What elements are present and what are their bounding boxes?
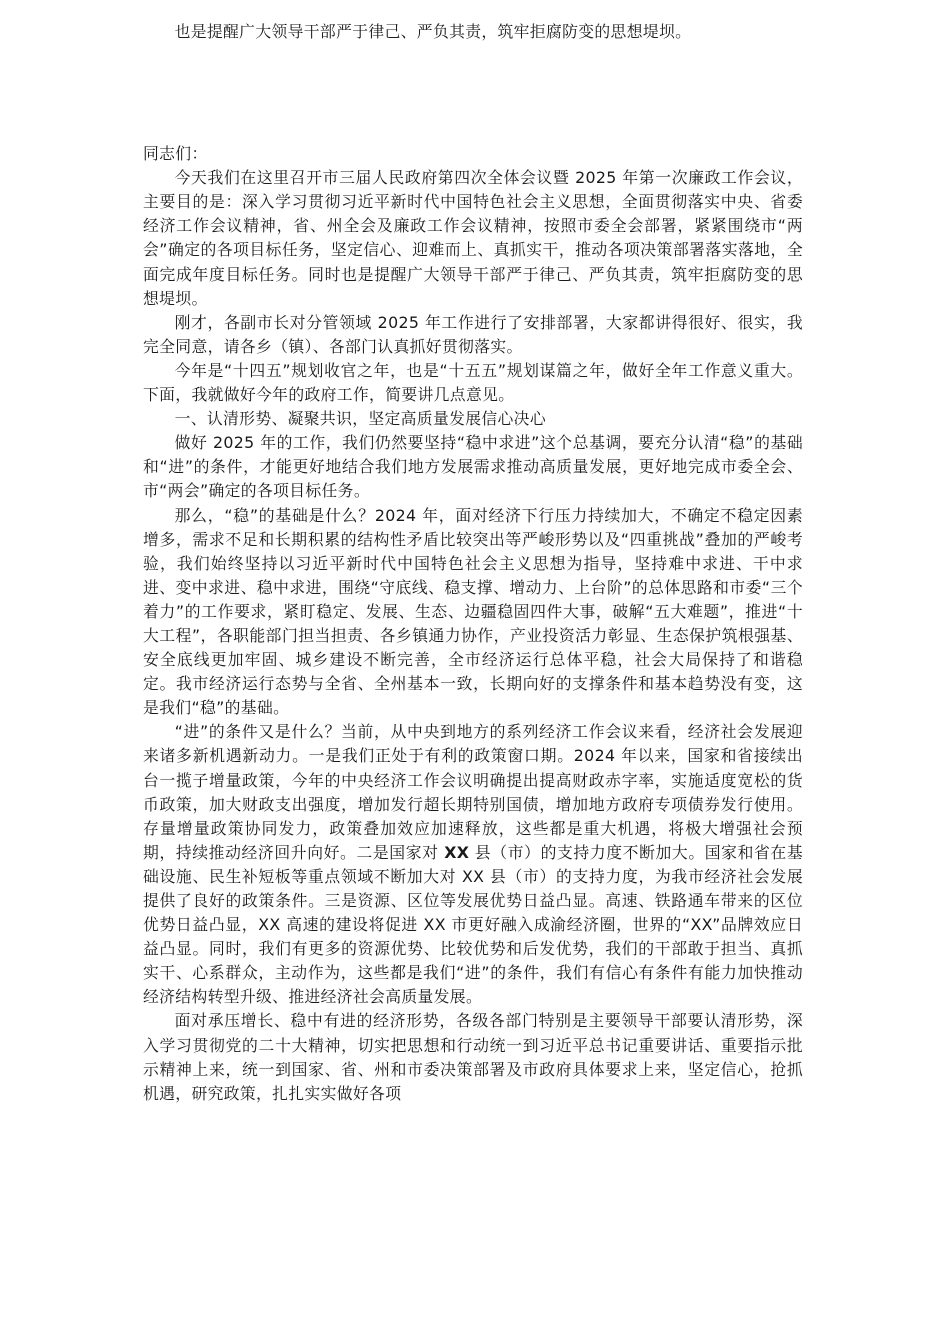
paragraph-closing: 面对承压增长、稳中有进的经济形势，各级各部门特别是主要领导干部要认清形势，深入学习贯彻党的二十大精神，切实把思想和行动统一到习近平总书记重要讲话、重要指示批示精神上来，统一到国家、省、州和市委决策部署及市政府具体要求上来，坚定信心，抢抓机遇，研究政策，扎扎实实做好各项 bbox=[143, 1011, 803, 1103]
salutation: 同志们： bbox=[143, 144, 208, 164]
bold-county-name: XX bbox=[444, 842, 470, 862]
progress-text-part1: “进”的条件又是什么？当前，从中央到地方的系列经济工作会议来看，经济社会发展迎来诸多新机遇新动力。一是我们正处于有利的政策窗口期。2024 年以来，国家和省接续出台一揽子增量政策，今年的中央经济工作会议明确提出提高财政赤字率，实施适度宽松的货币政策，加大财政支出强度，增加发行超长期特别国债，增加地方政府专项债券发行使用。存量增量政策协同发力，政策叠加效应加速释放，这些都是重大机遇，将极大增强社会预期，持续推动经济回升向好。二是国家对 bbox=[143, 722, 803, 862]
paragraph-steady-progress: 做好 2025 年的工作，我们仍然要坚持“稳中求进”这个总基调，要充分认清“稳”的基础和“进”的条件，才能更好地结合我们地方发展需求推动高质量发展，更好地完成市委全会、市“两会”确定的各项目标任务。 bbox=[143, 433, 803, 501]
speech-text bbox=[143, 20, 803, 1106]
paragraph-deputy-mayors: 刚才，各副市长对分管领域 2025 年工作进行了安排部署，大家都讲得很好、很实，我完全同意，请各乡（镇）、各部门认真抓好贯彻落实。 bbox=[143, 312, 803, 356]
paragraph-progress-conditions bbox=[143, 720, 803, 1009]
paragraph-five-year-plan: 今年是“十四五”规划收官之年，也是“十五五”规划谋篇之年，做好全年工作意义重大。下面，我就做好今年的政府工作，简要讲几点意见。 bbox=[143, 360, 803, 405]
paragraph-opening: 今天我们在这里召开市三届人民政府第四次全体会议暨 2025 年第一次廉政工作会议，主要目的是：深入学习贯彻习近平新时代中国特色社会主义思想，全面贯彻落实中央、省委经济工作会议精神，省、州全会及廉政工作会议精神，按照市委全会部署，紧紧围绕市“两会”确定的各项目标任务，坚定信心、迎难而上、真抓实干，推动各项决策部署落实落地，全面完成年度目标任务。同时也是提醒广大领导干部严于律己、严负其责，筑牢拒腐防变的思想堤坝。 bbox=[143, 168, 803, 308]
progress-text-part2: 县（市）的支持力度不断加大。国家和省在基础设施、民生补短板等重点领域不断加大对 XX 县（市）的支持力度，为我市经济社会发展提供了良好的政策条件。三是资源、区位等发展优势日益凸显。高速、铁路通车带来的区位优势日益凸显，XX 高速的建设将促进 XX 市更好融入成渝经济圈，世界的“XX”品牌效应日益凸显。同时，我们有更多的资源优势、比较优势和后发优势，我们的干部敢于担当、真抓实干、心系群众，主动作为，这些都是我们“进”的条件，我们有信心有条件有能力加快推动经济结构转型升级、推进经济社会高质量发展。 bbox=[143, 842, 804, 1007]
section-heading-one: 一、认清形势、凝聚共识，坚定高质量发展信心决心 bbox=[174, 409, 546, 429]
top-fragment: 也是提醒广大领导干部严于律己、严负其责，筑牢拒腐防变的思想堤坝。 bbox=[174, 22, 692, 41]
paragraph-stability-basis: 那么，“稳”的基础是什么？2024 年，面对经济下行压力持续加大，不确定不稳定因素增多，需求不足和长期积累的结构性矛盾比较突出等严峻形势以及“四重挑战”叠加的严峻考验，我们始终坚持以习近平新时代中国特色社会主义思想为指导，坚持难中求进、干中求进、变中求进、稳中求进，围绕“守底线、稳支撑、增动力、上台阶”的总体思路和市委“三个着力”的工作要求，紧盯稳定、发展、生态、边疆稳固四件大事，破解“五大难题”，推进“十大工程”，各职能部门担当担责、各乡镇通力协作，产业投资活力彰显、生态保护筑根强基、安全底线更加牢固、城乡建设不断完善，全市经济运行总体平稳，社会大局保持了和谐稳定。我市经济运行态势与全省、全州基本一致，长期向好的支撑条件和基本趋势没有变，这是我们“稳”的基础。 bbox=[143, 505, 803, 718]
